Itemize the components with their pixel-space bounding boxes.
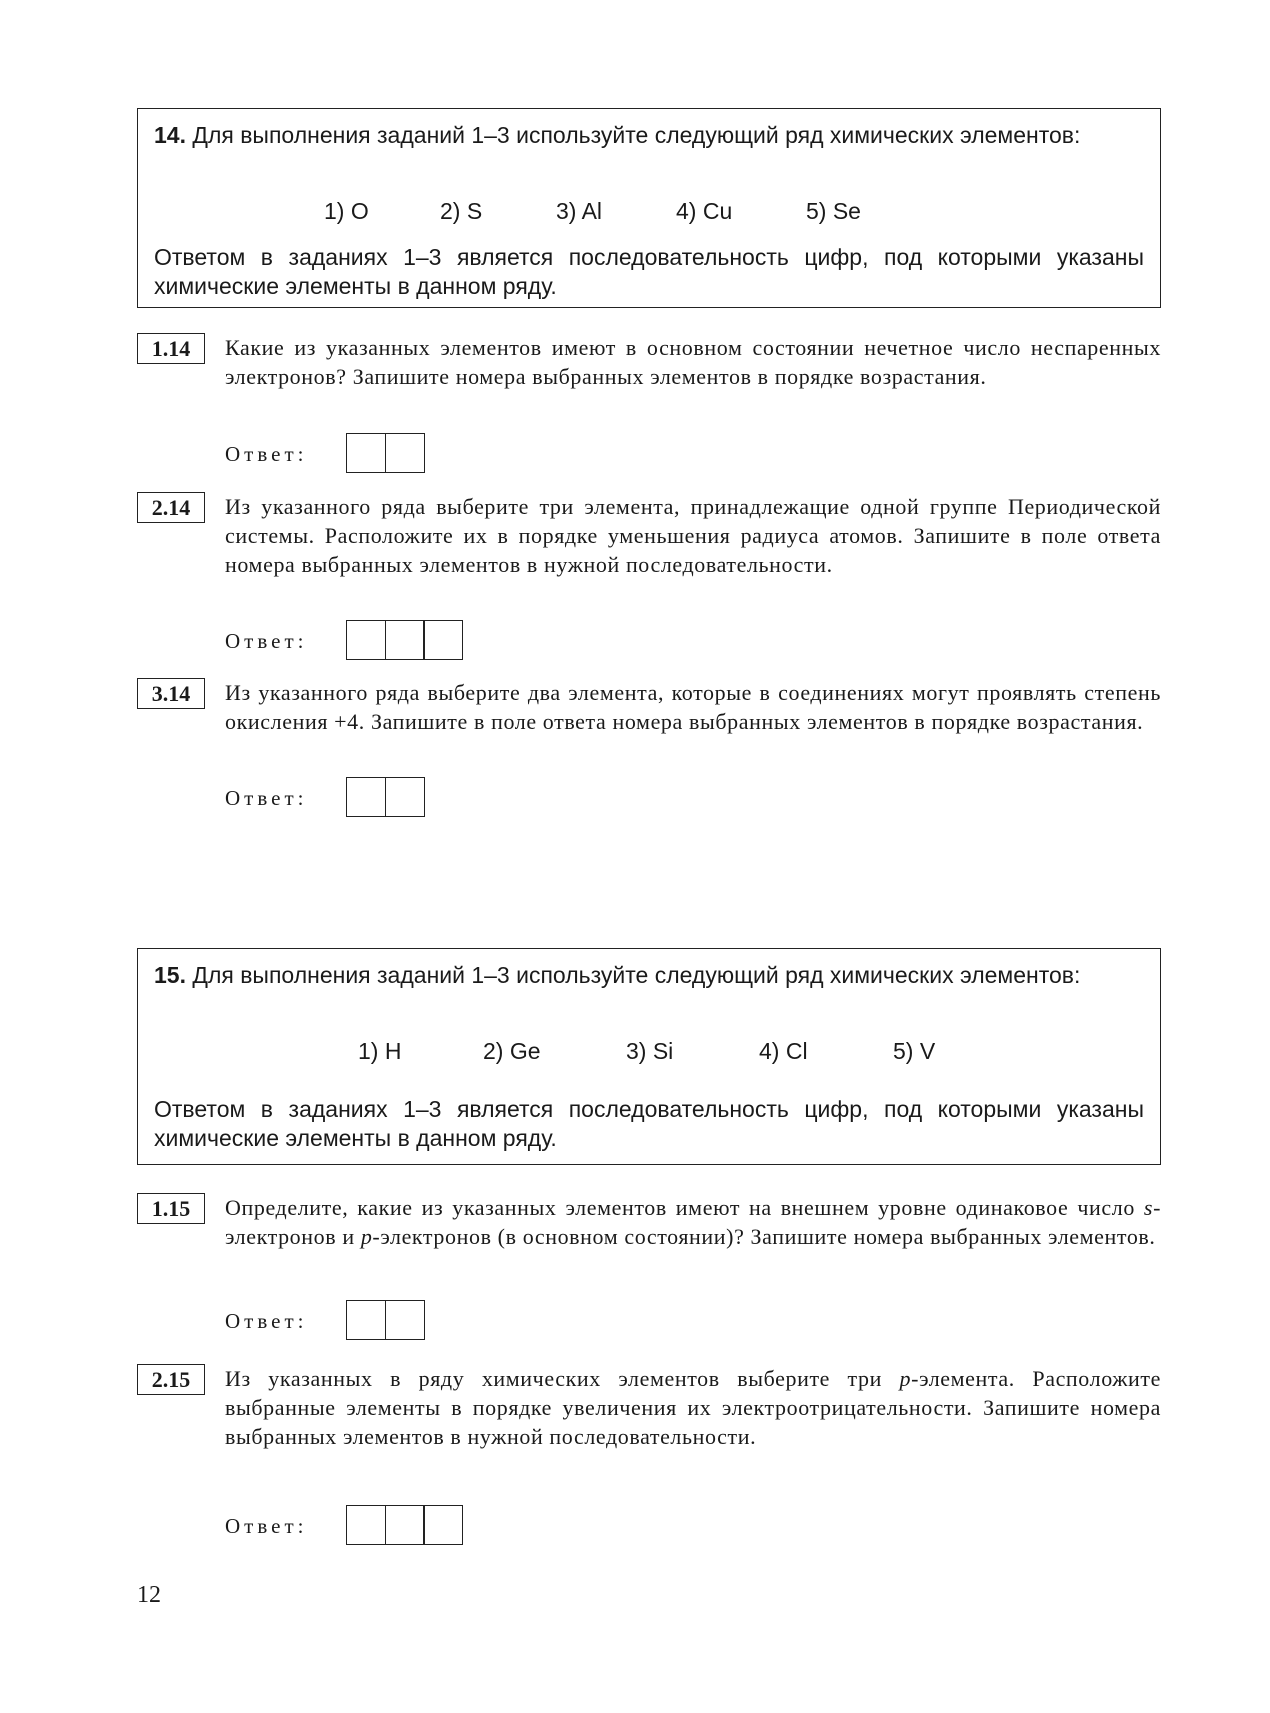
answer-cell[interactable] [423,1505,463,1545]
answer-cell[interactable] [385,777,425,817]
element-option: 2) S [440,198,483,224]
task-2-15 [137,1364,1161,1554]
task-2-14 [137,492,1161,662]
answer-cell[interactable] [346,777,386,817]
task-text: Из указанного ряда выберите три элемента, принадлежащие одной группе Периодической системы. Расположите их в порядке уменьшения радиуса атомов. Запишите в поле ответа номера выбранных элементов в нужной последовательности. [225,494,1161,577]
task-number-badge: 2.14 [137,492,205,523]
answer-cells[interactable] [346,433,425,473]
answer-cell[interactable] [385,620,425,660]
answer-cells[interactable] [346,777,425,817]
answer-cell[interactable] [346,620,386,660]
task-text [225,1193,1161,1251]
task-text-italic: p [899,1366,912,1391]
answer-cells[interactable] [346,620,463,660]
task-1-14 [137,333,1161,473]
element-option: 4) Cl [759,1038,808,1064]
block-intro-text: Для выполнения заданий 1–3 используйте следующий ряд химических элементов: [192,962,1081,988]
block-outro: Ответом в заданиях 1–3 является последовательность цифр, под которыми указаны химические элементы в данном ряду. [154,1096,1144,1151]
element-option: 3) Al [556,198,603,224]
answer-cells[interactable] [346,1505,463,1545]
answer-label: Ответ: [225,786,308,810]
answer-cell[interactable] [423,620,463,660]
element-option: 3) Si [626,1038,674,1064]
element-option: 5) V [893,1038,936,1064]
answer-cell[interactable] [385,1505,425,1545]
answer-label: Ответ: [225,1514,308,1538]
answer-label: Ответ: [225,442,308,466]
task-text-part: -электронов (в основном состоянии)? Запишите номера выбранных элементов. [372,1224,1156,1249]
task-number-badge: 2.15 [137,1364,205,1395]
answer-cell[interactable] [346,433,386,473]
element-row [138,197,1160,226]
block-intro-text: Для выполнения заданий 1–3 используйте следующий ряд химических элементов: [192,122,1081,148]
answer-label: Ответ: [225,629,308,653]
task-text-part: Из указанных в ряду химических элементов выберите три [225,1366,900,1391]
element-option: 1) O [324,198,369,224]
task-3-14 [137,678,1161,828]
element-option: 4) Cu [676,198,733,224]
answer-cell[interactable] [346,1505,386,1545]
answer-cell[interactable] [385,433,425,473]
answer-cell[interactable] [346,1300,386,1340]
task-text: Какие из указанных элементов имеют в основном состоянии нечетное число неспаренных электронов? Запишите номера выбранных элементов в порядке возрастания. [225,335,1161,389]
task-text-part: -элемента. Расположите выбранные элементы в порядке увеличения их электроотрицательности. Запишите номера выбранных элементов в нужной последовательности. [225,1366,1162,1449]
task-number-badge: 1.14 [137,333,205,364]
block-intro [154,121,1144,150]
page-number: 12 [137,1582,161,1608]
task-text: Из указанного ряда выберите два элемента, которые в соединениях могут проявлять степень окисления +4. Запишите в поле ответа номера выбранных элементов в порядке возрастания. [225,680,1161,734]
task-1-15 [137,1193,1161,1343]
element-row [138,1037,1160,1066]
task-text-italic: s [1143,1195,1154,1220]
answer-cell[interactable] [385,1300,425,1340]
task-block-14 [137,108,1161,308]
task-text-part: -электронов и [225,1195,1161,1249]
block-outro: Ответом в заданиях 1–3 является последовательность цифр, под которыми указаны химические элементы в данном ряду. [154,244,1144,299]
element-option: 5) Se [806,198,861,224]
block-intro [154,961,1144,990]
task-number-badge: 1.15 [137,1193,205,1224]
element-option: 1) H [358,1038,402,1064]
task-number-badge: 3.14 [137,678,205,709]
element-option: 2) Ge [483,1038,541,1064]
task-text [225,1364,1161,1451]
task-block-15 [137,948,1161,1165]
answer-cells[interactable] [346,1300,425,1340]
answer-label: Ответ: [225,1309,308,1333]
block-number: 14. [154,122,186,148]
block-number: 15. [154,962,186,988]
task-text-italic: p [360,1224,373,1249]
task-text-part: Определите, какие из указанных элементов имеют на внешнем уровне одинаковое число [225,1195,1144,1220]
